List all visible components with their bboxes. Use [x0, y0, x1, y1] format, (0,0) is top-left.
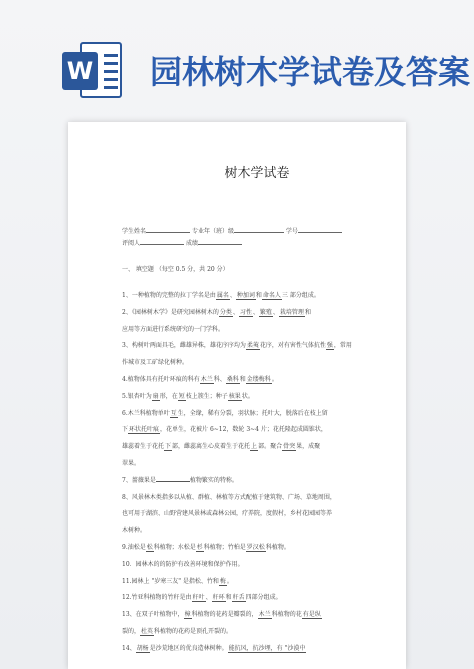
question-text: 科植物。 [265, 544, 290, 551]
question-line [122, 290, 392, 302]
answer-text: 繁殖 [259, 308, 272, 316]
question-line [122, 643, 392, 655]
question-line [122, 441, 392, 453]
question-line [122, 340, 392, 352]
answer-text: 桑科 [226, 376, 239, 383]
answer-text: 秆叶 [192, 594, 205, 602]
answer-text: 下 [165, 443, 172, 451]
answer-blank [156, 475, 190, 482]
question-text: 10．园林木的的防护有改善环境和保护作用。 [122, 560, 244, 568]
answer-text: 木兰 [200, 376, 213, 383]
question-line [122, 508, 392, 520]
student-name-label: 学生姓名 [122, 228, 147, 235]
answer-text: 松 [146, 544, 153, 551]
student-name-blank [146, 226, 190, 233]
question-line [122, 424, 392, 436]
answer-text: 命名人 [262, 292, 281, 299]
question-text: 。 [226, 577, 233, 585]
answer-text: 核果 [228, 392, 241, 400]
question-line [122, 559, 392, 571]
answer-text: 杉 [196, 544, 203, 551]
answer-text: 胡杨 [136, 644, 149, 652]
question-text: 12.竹亚科植物的竹秆是由 [122, 594, 192, 602]
question-text: 科植物的花药是顶孔开裂的。 [154, 628, 233, 635]
question-text: 9.油松是 [122, 544, 146, 551]
question-text: 四部分组成。 [245, 594, 282, 602]
question-text: 三 部分组成。 [281, 292, 320, 299]
question-text: 翠果。 [122, 460, 141, 467]
question-line [122, 408, 392, 420]
question-text: 应用等方面进行系统研究的一门学科。 [122, 325, 225, 333]
question-text: ，花单生，花被片 6~12，数轮 3~4 片；花托隆起成圆锥状， [160, 426, 327, 434]
question-text: 雄蕊着生于花托 [122, 443, 165, 451]
answer-text: 秆环 [212, 594, 225, 602]
answer-text: 能抗风，抗沙埋，有 "沙漠中 [228, 644, 306, 652]
question-text: 科植物；水松是 [153, 544, 196, 551]
question-text: 8、风景林木类指多以从植、群植、林植等方式配植于建筑物、广场、草地周围， [122, 493, 336, 501]
answer-text: 罗汉松 [246, 544, 265, 551]
question-text: 1、一种植物的完整的拉丁学名是由 [122, 292, 216, 299]
question-text: 和 [255, 292, 262, 299]
question-line [122, 458, 392, 470]
major-grade-blank [234, 226, 284, 233]
question-line [122, 609, 392, 621]
question-text: 植物繁实的特称。 [189, 476, 238, 484]
question-text: 14、 [122, 644, 136, 652]
question-line [122, 576, 392, 588]
student-id-blank [298, 226, 342, 233]
question-text: 也可用于湖滨、山野营建风景林或森林公园，疗养院，度假村，乡村花园园等养 [122, 510, 333, 518]
question-text: 花序，对有害性气体抗性 [259, 342, 326, 350]
answer-text: 习性 [239, 308, 252, 316]
grader-label: 评阅人 [122, 240, 141, 247]
question-line [122, 324, 392, 336]
question-text: 7、蔷薇果是 [122, 476, 156, 484]
question-text: 科、 [213, 376, 226, 383]
question-text: 。 [271, 376, 278, 383]
question-line [122, 307, 392, 319]
question-line [122, 357, 392, 369]
question-text: 木树种。 [122, 527, 147, 535]
info-line-2 [122, 238, 242, 248]
question-line [122, 542, 392, 554]
answer-text: 扇 [152, 392, 159, 400]
answer-text: 樟 [184, 611, 191, 619]
question-text: 下 [122, 426, 129, 434]
answer-text: 杜英 [141, 628, 154, 635]
answer-text: 种加词 [236, 292, 255, 299]
document-page [68, 122, 406, 669]
question-text: 和 [304, 308, 311, 316]
answer-text: 秆舌 [232, 594, 245, 602]
answer-text: 梅 [219, 577, 226, 585]
answer-text: 互 [170, 409, 177, 417]
question-text: 、 [205, 594, 212, 602]
question-text: 2、《园林树木学》是研究园林树木的 [122, 308, 219, 316]
question-text: 科植物；竹柏是 [203, 544, 246, 551]
question-text: 是沙荒地区的优良造林树种。 [149, 644, 228, 652]
banner-title: 园林树木学试卷及答案 [150, 53, 471, 91]
question-text: 裂的， [122, 628, 141, 635]
question-line [122, 492, 392, 504]
question-text: 部。聚合 [258, 443, 283, 451]
answer-text: 短 [178, 392, 185, 400]
question-text: 、 [232, 308, 239, 316]
score-label: 成绩 [185, 240, 198, 247]
word-logo: W [62, 52, 98, 90]
question-text: 11.园林上 "岁寒三友" 是指松、竹和 [122, 577, 219, 585]
question-text: 状。 [241, 392, 254, 400]
question-text: ，常用 [333, 342, 352, 350]
question-text: 、 [272, 308, 279, 316]
answer-text: 强 [326, 342, 333, 350]
grader-blank [140, 238, 184, 245]
question-text: 、 [252, 308, 259, 316]
question-line [122, 391, 392, 403]
answer-text: 骨突 [283, 443, 296, 451]
section-heading: 一、 填空题 （每空 0.5 分，共 20 分） [122, 266, 229, 273]
question-text: 科植物的花 [271, 611, 302, 619]
answer-text: 环状托叶痕 [129, 426, 160, 434]
question-line [122, 525, 392, 537]
banner [0, 0, 474, 112]
question-text: 枝上簇生；种子 [185, 392, 228, 400]
answer-text: 有是纵 [302, 611, 321, 619]
question-text: 3、构树叶两面具毛，雌雄异株，雄花序序均为 [122, 342, 246, 350]
question-text: 13、在双子叶植物中， [122, 611, 184, 619]
answer-text: 金缕梅科 [246, 376, 271, 383]
answer-text: 分类 [219, 308, 232, 316]
question-text: 5.银杏叶为 [122, 392, 152, 400]
info-line-1 [122, 226, 342, 236]
question-text: 部，雌蕊离生心皮着生于花托 [172, 443, 251, 451]
answer-text: 栽培管理 [279, 308, 304, 316]
word-document-icon [62, 40, 122, 102]
answer-text: 属名 [216, 292, 229, 299]
answer-text: 上 [251, 443, 258, 451]
question-text: 生，全缘，稀有分裂，羽状脉；托叶大，脱落后在枝上留 [177, 409, 328, 417]
question-text: 、 [229, 292, 236, 299]
question-line [122, 592, 392, 604]
major-grade-label: 专业年（班）级 [191, 228, 234, 235]
exam-title: 树木学试卷 [224, 166, 290, 181]
student-id-label: 学号 [285, 228, 298, 235]
answer-text: 木兰 [258, 611, 271, 619]
score-blank [198, 238, 242, 245]
question-text: 4.植物体具有托叶环痕的科有 [122, 376, 200, 383]
question-text: 作城市及工矿绿化树种。 [122, 359, 189, 367]
question-text: 果，成聚 [296, 443, 321, 451]
answer-text: 柔荑 [246, 342, 259, 350]
question-text: 和 [225, 594, 232, 602]
question-line [122, 374, 392, 386]
question-line [122, 475, 392, 487]
question-line [122, 626, 392, 638]
question-text: 形，在 [159, 392, 178, 400]
question-text: 和 [239, 376, 246, 383]
question-text: 科植物的花药是瓣裂的， [191, 611, 258, 619]
question-text: 6.木兰科植物单叶 [122, 409, 170, 417]
